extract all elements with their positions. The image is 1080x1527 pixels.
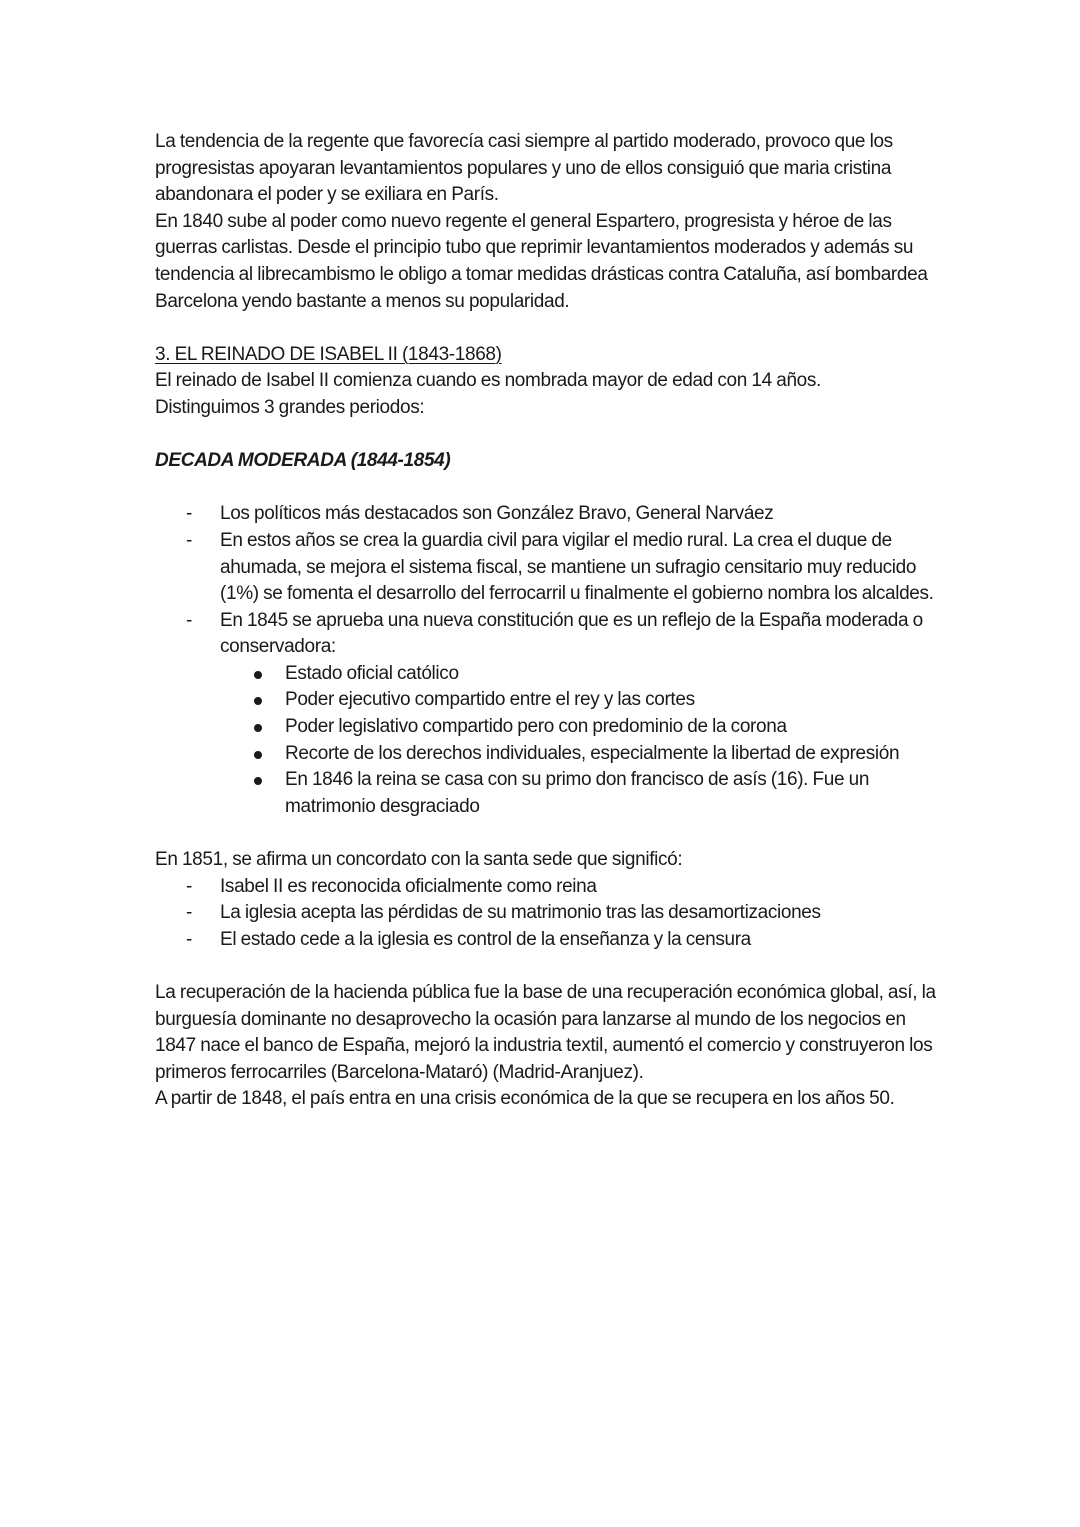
list-item	[186, 927, 945, 954]
bullet-icon	[254, 777, 262, 785]
list-item-text: En estos años se crea la guardia civil para vigilar el medio rural. La crea el duque de ahumada, se mejora el sistema fiscal, se mantiene un sufragio censitario muy reducido (1%) se fomenta el desarrollo del ferrocarril u finalmente el gobierno nombra los alcaldes.	[220, 529, 934, 605]
concordat-dash-list	[155, 874, 945, 954]
bullet-icon	[254, 697, 262, 705]
economy-paragraph: La recuperación de la hacienda pública fue la base de una recuperación económica global, así, la burguesía dominante no desaprovecho la ocasión para lanzarse al mundo de los negocios en 1847 nace el banco de España, mejoró la industria textil, aumentó el comercio y construyeron los primeros ferrocarriles (Barcelona-Mataró) (Madrid-Aranjuez).	[155, 982, 936, 1083]
list-item	[285, 661, 945, 688]
intro-paragraph-espartero: En 1840 sube al poder como nuevo regente el general Espartero, progresista y héroe de las guerras carlistas. Desde el principio tubo que reprimir levantamientos moderados y además su tendencia al librecambismo le obligo a tomar medidas drásticas contra Cataluña, así bombardea Barcelona yendo bastante a menos su popularidad.	[155, 210, 928, 312]
list-item	[186, 874, 945, 901]
period-dash-list	[155, 501, 945, 820]
bullet-icon	[254, 751, 262, 759]
list-item-text: Poder ejecutivo compartido entre el rey y las cortes	[285, 689, 695, 711]
document-page	[155, 129, 945, 1113]
spacer	[155, 953, 945, 980]
bullet-icon	[254, 671, 262, 679]
list-item-text: La iglesia acepta las pérdidas de su matrimonio tras las desamortizaciones	[220, 902, 821, 924]
list-item	[285, 767, 945, 820]
bullet-icon	[254, 724, 262, 732]
list-item	[285, 741, 945, 768]
dash-marker: -	[186, 875, 192, 897]
spacer	[155, 422, 945, 449]
list-item-text: Poder legislativo compartido pero con predominio de la corona	[285, 716, 787, 738]
spacer	[155, 820, 945, 847]
list-item	[285, 714, 945, 741]
list-item-text: El estado cede a la iglesia es control de la enseñanza y la censura	[220, 928, 751, 950]
intro-paragraph-regency: La tendencia de la regente que favorecía casi siempre al partido moderado, provoco que los progresistas apoyaran levantamientos populares y uno de ellos consiguió que maria cristina abandonara el poder y se exiliara en París.	[155, 131, 893, 206]
list-item-text: Recorte de los derechos individuales, especialmente la libertad de expresión	[285, 742, 900, 764]
dash-marker: -	[186, 902, 192, 924]
section-heading: 3. EL REINADO DE ISABEL II (1843-1868)	[155, 343, 502, 365]
concordat-intro: En 1851, se afirma un concordato con la santa sede que significó:	[155, 849, 683, 871]
list-item	[186, 900, 945, 927]
list-item	[285, 687, 945, 714]
list-item-text: Isabel II es reconocida oficialmente como reina	[220, 875, 597, 897]
constitution-bullet-list	[220, 661, 945, 821]
dash-marker: -	[186, 503, 192, 525]
section-intro-line: Distinguimos 3 grandes periodos:	[155, 396, 425, 418]
list-item	[186, 501, 945, 528]
list-item-text: Los políticos más destacados son González Bravo, General Narváez	[220, 503, 774, 525]
dash-marker: -	[186, 609, 192, 631]
section-intro-line: El reinado de Isabel II comienza cuando es nombrada mayor de edad con 14 años.	[155, 370, 821, 392]
spacer	[155, 315, 945, 342]
list-item	[186, 528, 945, 608]
list-item-text: En 1846 la reina se casa con su primo don francisco de asís (16). Fue un matrimonio desgraciado	[285, 769, 870, 817]
list-item-text: En 1845 se aprueba una nueva constitución que es un reflejo de la España moderada o conservadora:	[220, 609, 923, 658]
dash-marker: -	[186, 928, 192, 950]
list-item	[186, 608, 945, 821]
period-title: DECADA MODERADA (1844-1854)	[155, 450, 451, 472]
list-item-text: Estado oficial católico	[285, 662, 459, 684]
dash-marker: -	[186, 529, 192, 551]
economy-paragraph: A partir de 1848, el país entra en una crisis económica de la que se recupera en los años 50.	[155, 1088, 895, 1110]
spacer	[155, 475, 945, 502]
